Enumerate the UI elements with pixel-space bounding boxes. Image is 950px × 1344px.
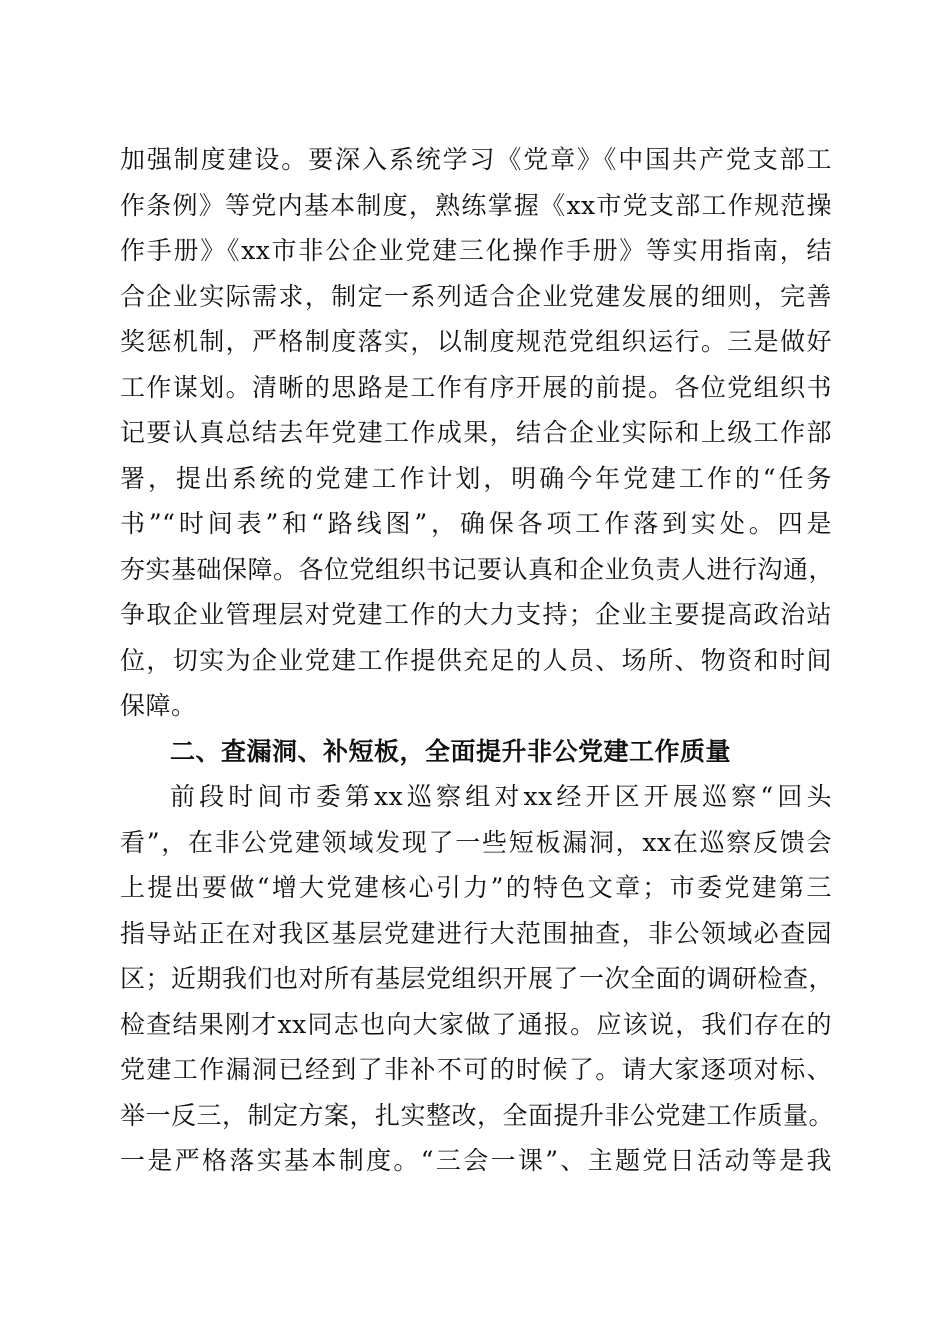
paragraph-1-line: 争取企业管理层对党建工作的大力支持；企业主要提高政治站 xyxy=(120,600,832,629)
paragraph-1-line: 书”“时间表”和“路线图”，确保各项工作落到实处。四是 xyxy=(120,509,832,538)
paragraph-2-line: 党建工作漏洞已经到了非补不可的时候了。请大家逐项对标、 xyxy=(120,1055,832,1084)
paragraph-1-line: 夯实基础保障。各位党组织书记要认真和企业负责人进行沟通， xyxy=(120,554,835,584)
paragraph-2-line: 区；近期我们也对所有基层党组织开展了一次全面的调研检查， xyxy=(120,964,835,993)
paragraph-2-line: 一是严格落实基本制度。“三会一课”、主题党日活动等是我 xyxy=(120,1146,832,1175)
paragraph-1-line: 作条例》等党内基本制度，熟练掌握《xx市党支部工作规范操 xyxy=(120,190,832,220)
paragraph-1-line: 署，提出系统的党建工作计划，明确今年党建工作的“任务 xyxy=(120,463,832,493)
paragraph-2-line: 指导站正在对我区基层党建进行大范围抽查，非公领域必查园 xyxy=(120,918,832,948)
paragraph-1-line: 作手册》《xx市非公企业党建三化操作手册》等实用指南，结 xyxy=(120,236,832,265)
paragraph-1-line: 加强制度建设。要深入系统学习《党章》《中国共产党支部工 xyxy=(120,145,832,174)
paragraph-2-line: 举一反三，制定方案，扎实整改，全面提升非公党建工作质量。 xyxy=(120,1100,835,1130)
paragraph-1-line: 位，切实为企业党建工作提供充足的人员、场所、物资和时间 xyxy=(120,645,832,675)
paragraph-2-line: 看”，在非公党建领域发现了一些短板漏洞，xx在巡察反馈会 xyxy=(120,827,832,857)
paragraph-2-line: 检查结果刚才xx同志也向大家做了通报。应该说，我们存在的 xyxy=(120,1009,832,1039)
paragraph-1 xyxy=(120,137,835,1184)
paragraph-1-line: 合企业实际需求，制定一系列适合企业党建发展的细则，完善 xyxy=(120,281,832,311)
section-heading: 二、查漏洞、补短板，全面提升非公党建工作质量 xyxy=(170,736,732,766)
paragraph-1-line: 记要认真总结去年党建工作成果，结合企业实际和上级工作部 xyxy=(120,418,832,447)
paragraph-1-line: 奖惩机制，严格制度落实，以制度规范党组织运行。三是做好 xyxy=(120,327,832,356)
paragraph-1-line: 工作谋划。清晰的思路是工作有序开展的前提。各位党组织书 xyxy=(120,372,832,402)
paragraph-2-line: 上提出要做“增大党建核心引力”的特色文章；市委党建第三 xyxy=(120,873,832,902)
paragraph-2-line: 前段时间市委第xx巡察组对xx经开区开展巡察“回头 xyxy=(170,782,832,811)
paragraph-1-line: 保障。 xyxy=(120,691,197,720)
